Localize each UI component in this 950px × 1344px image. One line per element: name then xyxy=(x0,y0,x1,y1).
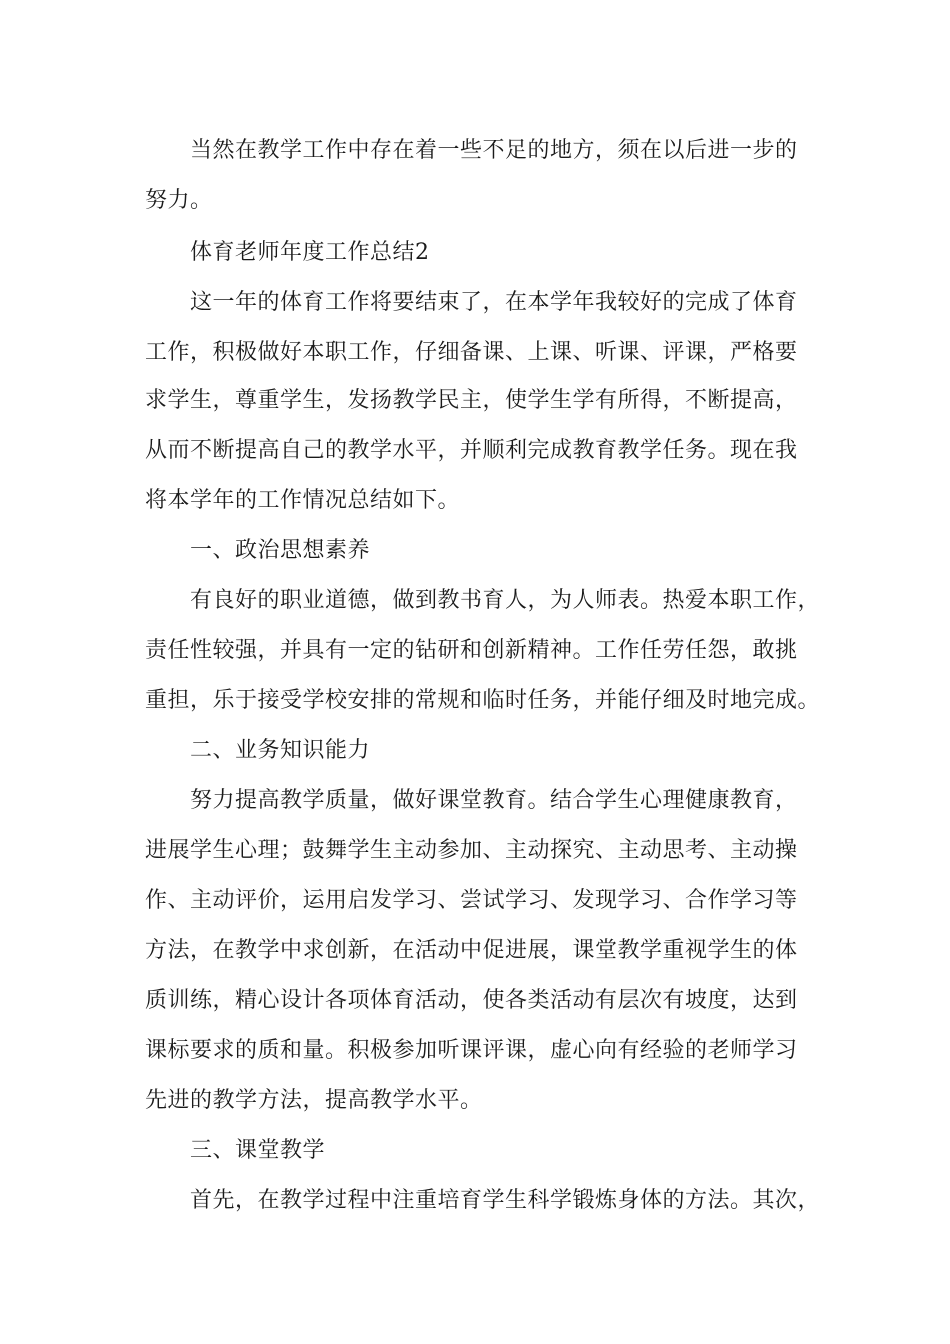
text-line: 努力提高教学质量，做好课堂教育。结合学生心理健康教育， xyxy=(190,788,798,813)
text-line: 先进的教学方法，提高教学水平。 xyxy=(145,1088,483,1113)
text-line: 进展学生心理；鼓舞学生主动参加、主动探究、主动思考、主动操 xyxy=(145,838,798,863)
section-title: 体育老师年度工作总结2 xyxy=(190,240,430,265)
text-line: 当然在教学工作中存在着一些不足的地方，须在以后进一步的 xyxy=(190,138,798,163)
section-heading: 二、业务知识能力 xyxy=(190,738,371,763)
text-line: 重担，乐于接受学校安排的常规和临时任务，并能仔细及时地完成。 xyxy=(145,688,821,713)
text-line: 努力。 xyxy=(145,188,213,213)
text-line: 工作，积极做好本职工作，仔细备课、上课、听课、评课，严格要 xyxy=(145,340,798,365)
text-line: 课标要求的质和量。积极参加听课评课，虚心向有经验的老师学习 xyxy=(145,1038,798,1063)
text-line: 从而不断提高自己的教学水平，并顺利完成教育教学任务。现在我 xyxy=(145,438,798,463)
section-heading: 三、课堂教学 xyxy=(190,1138,326,1163)
text-line: 作、主动评价，运用启发学习、尝试学习、发现学习、合作学习等 xyxy=(145,888,798,913)
text-line: 这一年的体育工作将要结束了，在本学年我较好的完成了体育 xyxy=(190,290,798,315)
section-heading: 一、政治思想素养 xyxy=(190,538,371,563)
text-line: 责任性较强，并具有一定的钻研和创新精神。工作任劳任怨，敢挑 xyxy=(145,638,798,663)
text-line: 将本学年的工作情况总结如下。 xyxy=(145,488,461,513)
text-line: 质训练，精心设计各项体育活动，使各类活动有层次有坡度，达到 xyxy=(145,988,798,1013)
text-line: 有良好的职业道德，做到教书育人，为人师表。热爱本职工作， xyxy=(190,588,821,613)
text-line: 首先，在教学过程中注重培育学生科学锻炼身体的方法。其次， xyxy=(190,1188,821,1213)
text-line: 方法，在教学中求创新，在活动中促进展，课堂教学重视学生的体 xyxy=(145,938,798,963)
text-line: 求学生，尊重学生，发扬教学民主，使学生学有所得，不断提高， xyxy=(145,388,798,413)
